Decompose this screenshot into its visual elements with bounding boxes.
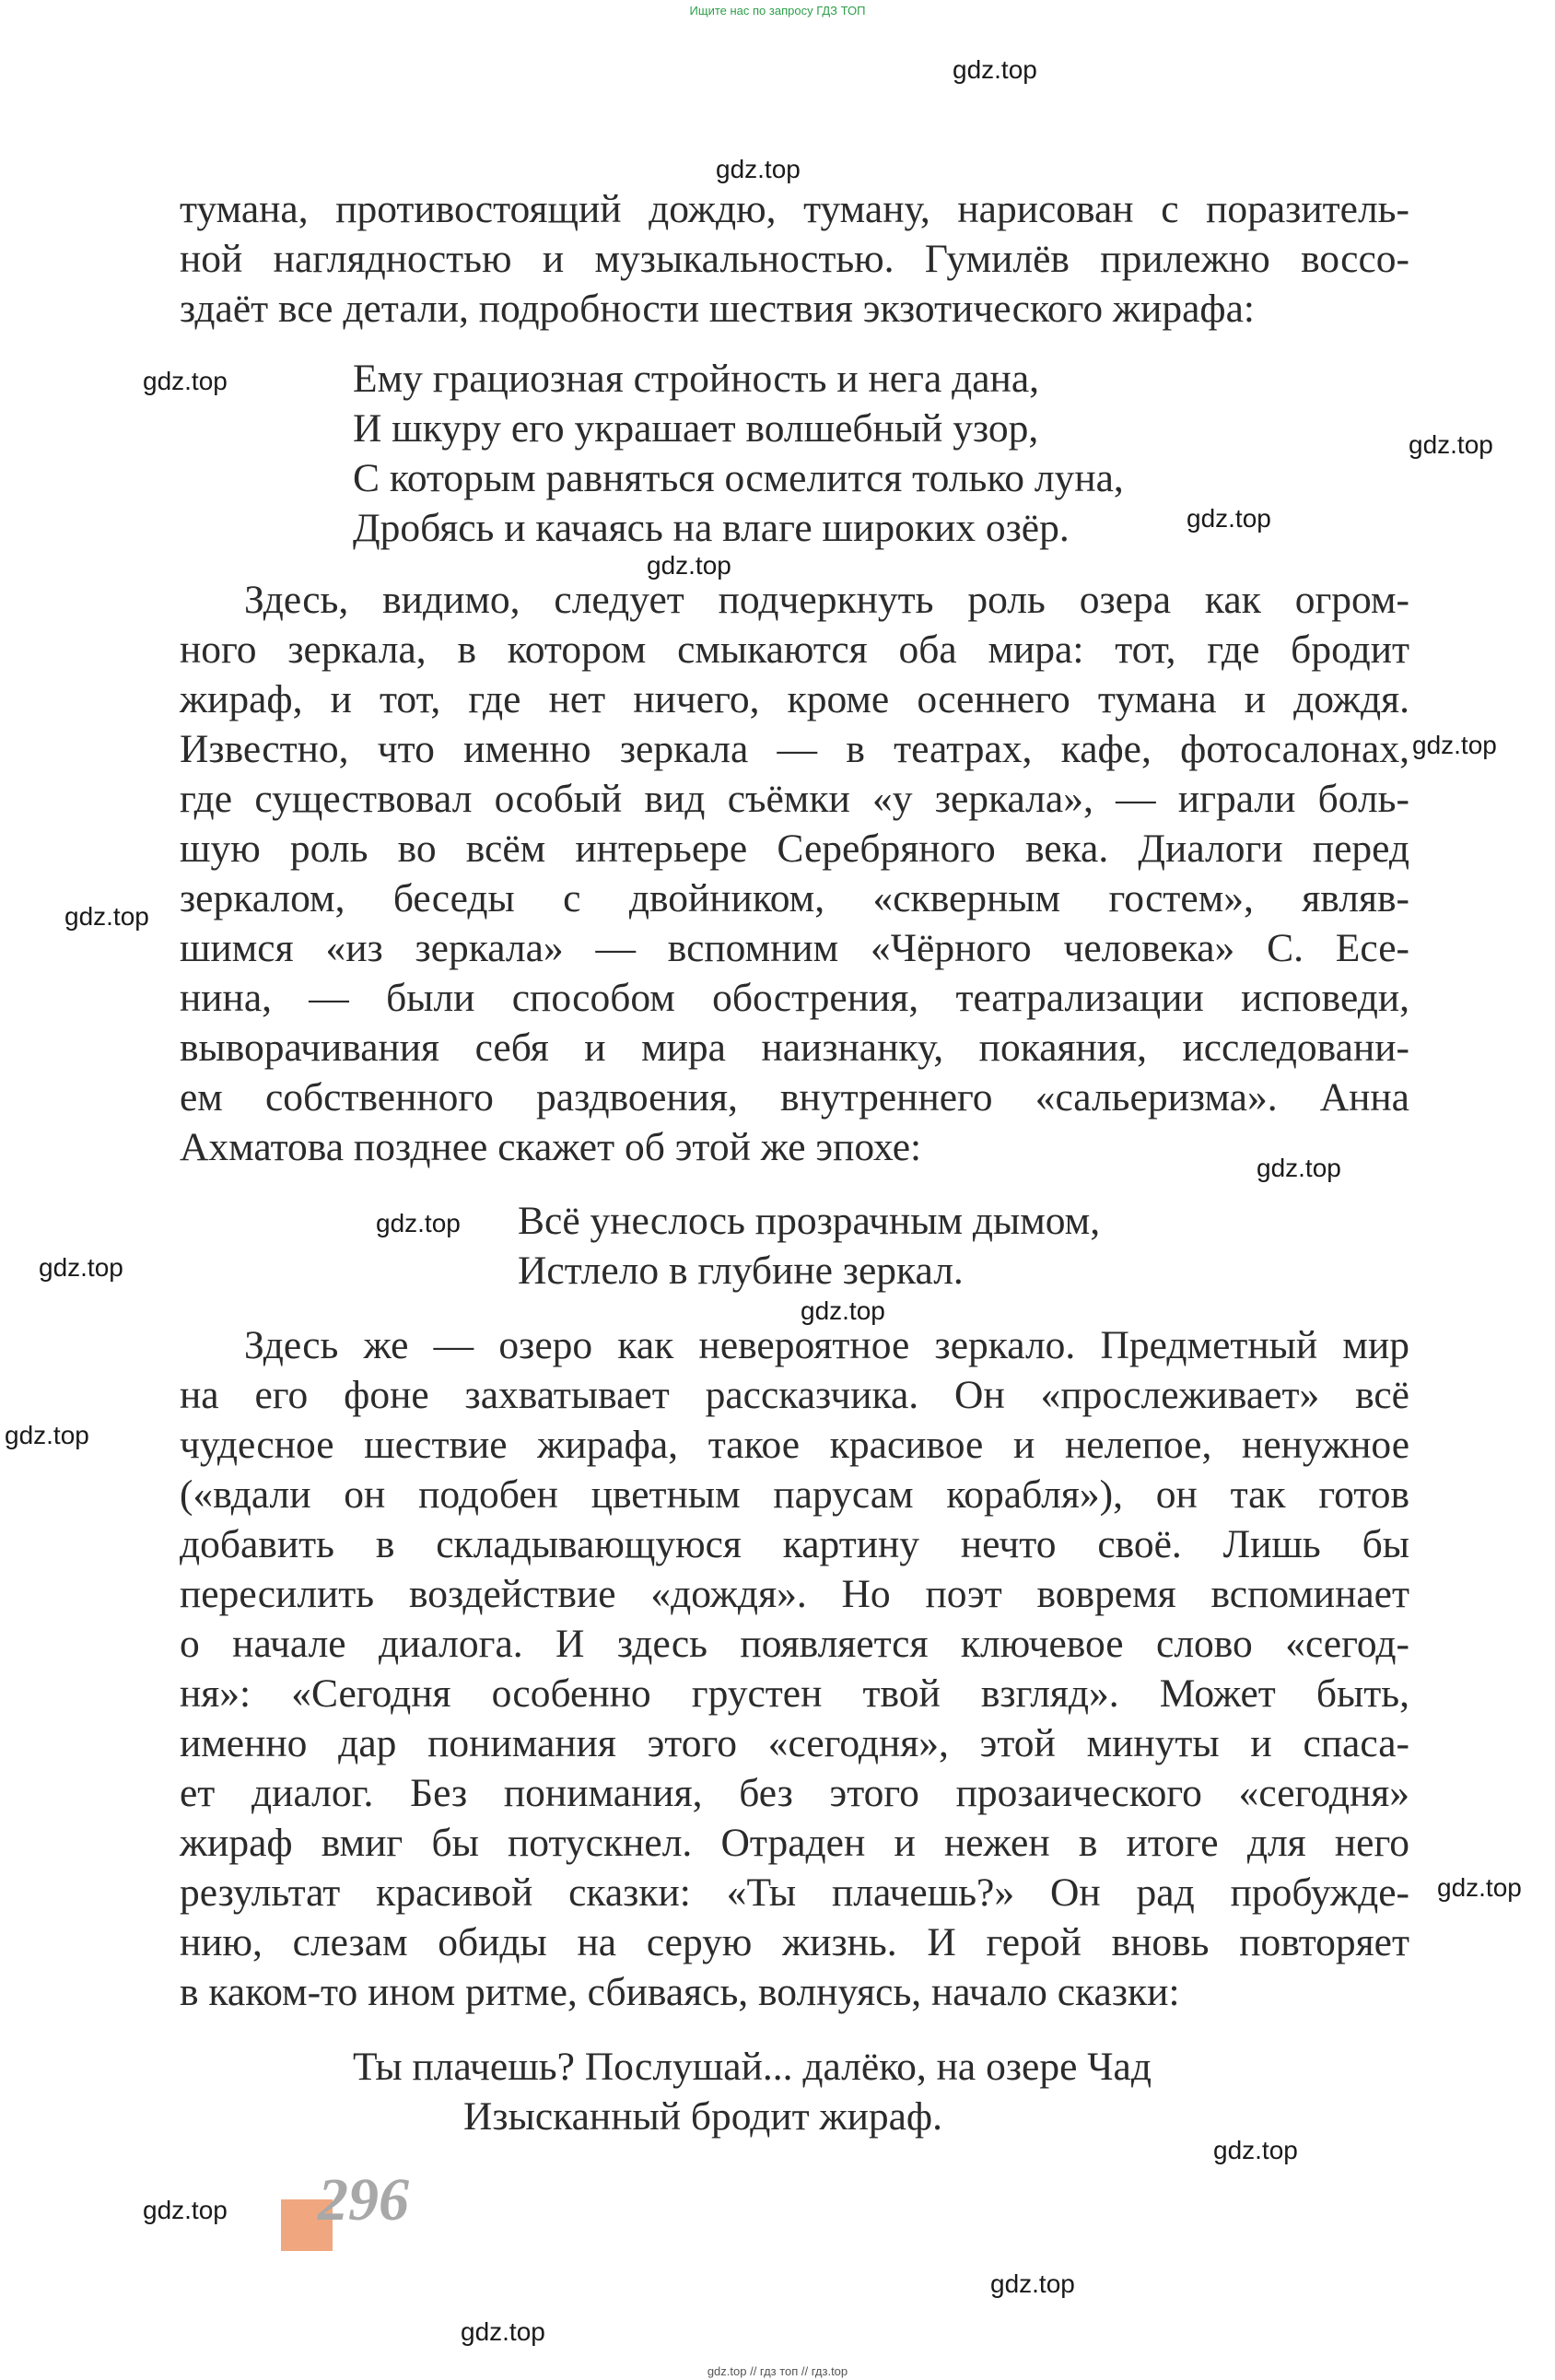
text-line: на его фоне захватывает рассказчика. Он «прослеживает» всё: [180, 1373, 1409, 1417]
text-line: («вдали он подобен цветным парусам корабля»), он так готов: [180, 1472, 1409, 1517]
text-line: результат красивой сказки: «Ты плачешь?» Он рад пробужде-: [180, 1870, 1409, 1915]
text-line: нина, — были способом обострения, театрализации исповеди,: [180, 976, 1409, 1020]
text-line: именно дар понимания этого «сегодня», этой минуты и спаса-: [180, 1721, 1409, 1765]
watermark: gdz.top: [5, 1421, 89, 1449]
text-line: о начале диалога. И здесь появляется ключевое слово «сегод-: [180, 1622, 1409, 1666]
watermark: gdz.top: [39, 1253, 123, 1282]
text-line: ет диалог. Без понимания, без этого прозаического «сегодня»: [180, 1771, 1409, 1815]
watermark: gdz.top: [143, 367, 228, 395]
paragraph-2: [180, 575, 1409, 1172]
verse-quote-3: [353, 2042, 1152, 2141]
page-number: 296: [318, 2166, 409, 2233]
watermark: gdz.top: [461, 2317, 545, 2346]
verse-line: Ему грациозная стройность и нега дана,: [353, 357, 1040, 401]
text-line: ня»: «Сегодня особенно грустен твой взгляд». Может быть,: [180, 1671, 1409, 1716]
watermark: gdz.top: [990, 2269, 1075, 2298]
text-line: здаёт все детали, подробности шествия экзотического жирафа:: [180, 287, 1256, 331]
verse-line: С которым равняться осмелится только луна,: [353, 456, 1124, 500]
text-line: Ахматова позднее скажет об этой же эпохе:: [180, 1125, 922, 1169]
text-line: добавить в складывающуюся картину нечто своё. Лишь бы: [180, 1522, 1409, 1566]
watermark: gdz.top: [801, 1296, 885, 1325]
text-line: шую роль во всём интерьере Серебряного века. Диалоги перед: [180, 827, 1409, 871]
watermark: gdz.top: [1213, 2136, 1298, 2164]
text-line: Известно, что именно зеркала — в театрах, кафе, фотосалонах,: [180, 727, 1409, 771]
verse-line: Изысканный бродит жираф.: [463, 2094, 942, 2139]
text-line: ной наглядностью и музыкальностью. Гумилёв прилежно воссо-: [180, 237, 1409, 281]
watermark: gdz.top: [647, 551, 731, 580]
verse-line: И шкуру его украшает волшебный узор,: [353, 406, 1039, 451]
text-line: Здесь, видимо, следует подчеркнуть роль озера как огром-: [244, 578, 1409, 622]
verse-quote-1: [353, 354, 1124, 553]
text-line: Здесь же — озеро как невероятное зеркало. Предметный мир: [244, 1323, 1409, 1367]
text-line: тумана, противостоящий дождю, туману, нарисован с поразитель-: [180, 187, 1409, 231]
text-line: в каком-то ином ритме, сбиваясь, волнуясь, начало сказки:: [180, 1970, 1180, 2014]
text-line: шимся «из зеркала» — вспомним «Чёрного человека» С. Есе-: [180, 926, 1409, 970]
text-line: выворачивания себя и мира наизнанку, покаяния, исследовани-: [180, 1026, 1409, 1070]
text-line: ного зеркала, в котором смыкаются оба мира: тот, где бродит: [180, 627, 1409, 672]
text-line: ем собственного раздвоения, внутреннего «сальеризма». Анна: [180, 1075, 1409, 1120]
text-line: пересилить воздействие «дождя». Но поэт вовремя вспоминает: [180, 1572, 1409, 1616]
watermark: gdz.top: [376, 1209, 461, 1237]
verse-line: Истлело в глубине зеркал.: [518, 1249, 964, 1293]
text-line: нию, слезам обиды на серую жизнь. И герой вновь повторяет: [180, 1920, 1409, 1964]
watermark: gdz.top: [1187, 504, 1271, 533]
watermark: gdz.top: [1437, 1873, 1522, 1902]
watermark: gdz.top: [953, 55, 1037, 84]
paragraph-1: [180, 184, 1409, 334]
watermark: gdz.top: [716, 155, 801, 183]
text-line: где существовал особый вид съёмки «у зеркала», — играли боль-: [180, 777, 1409, 821]
watermark: gdz.top: [1257, 1154, 1341, 1182]
watermark: gdz.top: [143, 2196, 228, 2224]
verse-line: Дробясь и качаясь на влаге широких озёр.: [353, 506, 1070, 550]
verse-line: Ты плачешь? Послушай... далёко, на озере Чад: [353, 2045, 1152, 2089]
text-line: зеркалом, беседы с двойником, «скверным гостем», являв-: [180, 876, 1409, 920]
text-line: жираф, и тот, где нет ничего, кроме осеннего тумана и дождя.: [180, 677, 1409, 721]
verse-line: Всё унеслось прозрачным дымом,: [518, 1199, 1101, 1243]
watermark: gdz.top: [64, 902, 149, 931]
text-line: жираф вмиг бы потускнел. Отраден и нежен в итоге для него: [180, 1821, 1409, 1865]
text-line: чудесное шествие жирафа, такое красивое и нелепое, ненужное: [180, 1423, 1409, 1467]
watermark: gdz.top: [1409, 430, 1493, 459]
footer-note: gdz.top // гдз топ // гдз.top: [707, 2364, 848, 2378]
paragraph-3: [180, 1320, 1409, 2017]
header-note: Ищите нас по запросу ГДЗ ТОП: [689, 4, 866, 18]
watermark: gdz.top: [1412, 731, 1497, 759]
verse-quote-2: [518, 1196, 1100, 1296]
